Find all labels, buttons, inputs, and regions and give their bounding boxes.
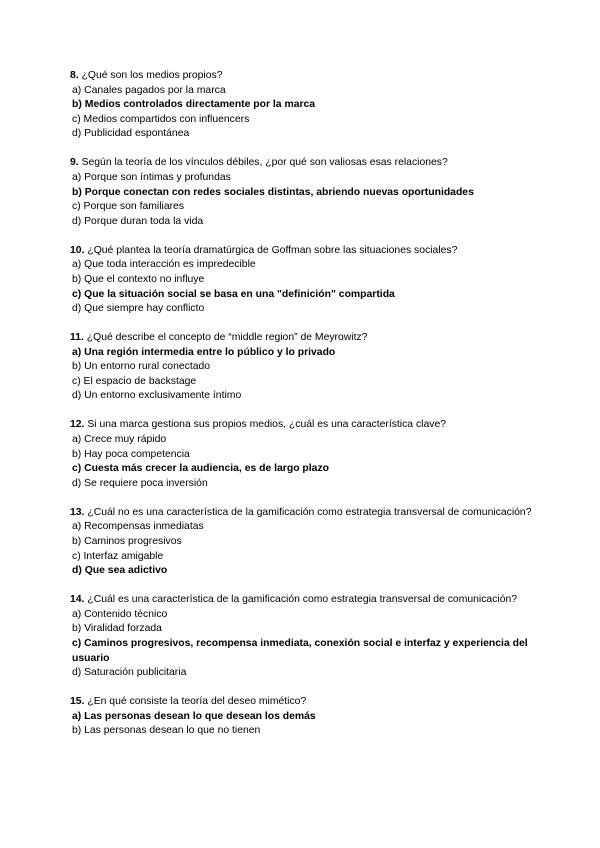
question-prompt: Si una marca gestiona sus propios medios, ¿cuál es una característica clave?	[87, 419, 446, 431]
answer-option-correct: c) Caminos progresivos, recompensa inmediata, conexión social e interfaz y experiencia del usuario	[72, 637, 528, 664]
question-number: 12.	[70, 419, 85, 431]
answer-option: c) Porque son familiares	[72, 201, 185, 213]
question-text	[70, 418, 560, 433]
answer-option: a) Crece muy rápido	[72, 434, 167, 446]
answer-option-correct: b) Medios controlados directamente por la marca	[72, 99, 316, 111]
question-text	[70, 506, 560, 521]
answer-option: b) Hay poca competencia	[72, 448, 190, 460]
question-prompt: ¿Qué son los medios propios?	[81, 70, 223, 81]
answer-option-correct: d) Que sea adictivo	[72, 565, 168, 577]
answer-option: c) Medios compartidos con influencers	[72, 113, 250, 125]
question-number: 15.	[70, 696, 85, 708]
question-text	[70, 695, 560, 710]
question-block	[70, 69, 560, 142]
question-text	[70, 593, 560, 608]
question-text	[70, 331, 560, 346]
question-number: 8.	[70, 70, 79, 81]
question-text	[70, 244, 560, 259]
answer-option: a) Porque son íntimas y profundas	[72, 171, 231, 183]
question-block	[70, 244, 560, 317]
answer-option: a) Que toda interacción es impredecible	[72, 259, 256, 271]
answer-option: d) Porque duran toda la vida	[72, 215, 204, 227]
question-number: 14.	[70, 594, 85, 606]
answer-option: a) Canales pagados por la marca	[72, 84, 226, 96]
question-text	[70, 156, 560, 171]
answer-option: b) Que el contexto no influye	[72, 273, 205, 285]
question-prompt: Según la teoría de los vínculos débiles, ¿por qué son valiosas esas relaciones?	[81, 157, 448, 169]
question-block	[70, 331, 560, 404]
answer-option-correct: a) Una región intermedia entre lo público y lo privado	[72, 346, 336, 358]
question-number: 11.	[70, 332, 84, 344]
question-number: 10.	[70, 244, 85, 256]
answer-option: d) Se requiere poca inversión	[72, 477, 208, 489]
question-prompt: ¿Qué describe el concepto de “middle region” de Meyrowitz?	[86, 332, 368, 344]
answer-option: b) Viralidad forzada	[72, 623, 162, 635]
answer-option: c) El espacio de backstage	[72, 375, 197, 387]
answer-option: a) Recompensas inmediatas	[72, 521, 204, 533]
question-block	[70, 156, 560, 229]
answer-option: d) Publicidad espontánea	[72, 128, 190, 140]
answer-option: d) Un entorno exclusivamente íntimo	[72, 390, 242, 402]
answer-option-correct: c) Cuesta más crecer la audiencia, es de largo plazo	[72, 463, 329, 475]
answer-option: d) Saturación publicitaria	[72, 667, 187, 679]
question-prompt: ¿Cuál es una característica de la gamificación como estrategia transversal de comunicación?	[87, 594, 518, 606]
question-block	[70, 593, 560, 681]
answer-option-correct: a) Las personas desean lo que desean los demás	[72, 710, 316, 722]
answer-option-correct: b) Porque conectan con redes sociales distintas, abriendo nuevas oportunidades	[72, 186, 474, 198]
question-number: 9.	[70, 157, 79, 169]
answer-option: c) Interfaz amigable	[72, 550, 164, 562]
question-prompt: ¿En qué consiste la teoría del deseo mimético?	[87, 696, 307, 708]
question-prompt: ¿Qué plantea la teoría dramatúrgica de Goffman sobre las situaciones sociales?	[87, 244, 458, 256]
answer-option: b) Caminos progresivos	[72, 535, 182, 547]
answer-option-correct: c) Que la situación social se basa en una "definición" compartida	[72, 288, 395, 300]
question-block	[70, 695, 560, 739]
answer-option: a) Contenido técnico	[72, 608, 168, 620]
question-prompt: ¿Cuál no es una característica de la gamificación como estrategia transversal de comunicación?	[87, 506, 532, 518]
question-number: 13.	[70, 506, 85, 518]
question-text	[70, 69, 560, 84]
answer-option: b) Un entorno rural conectado	[72, 361, 211, 373]
question-block	[70, 418, 560, 491]
answer-option: b) Las personas desean lo que no tienen	[72, 725, 261, 737]
answer-option: d) Que siempre hay conflicto	[72, 303, 205, 315]
question-block	[70, 506, 560, 579]
